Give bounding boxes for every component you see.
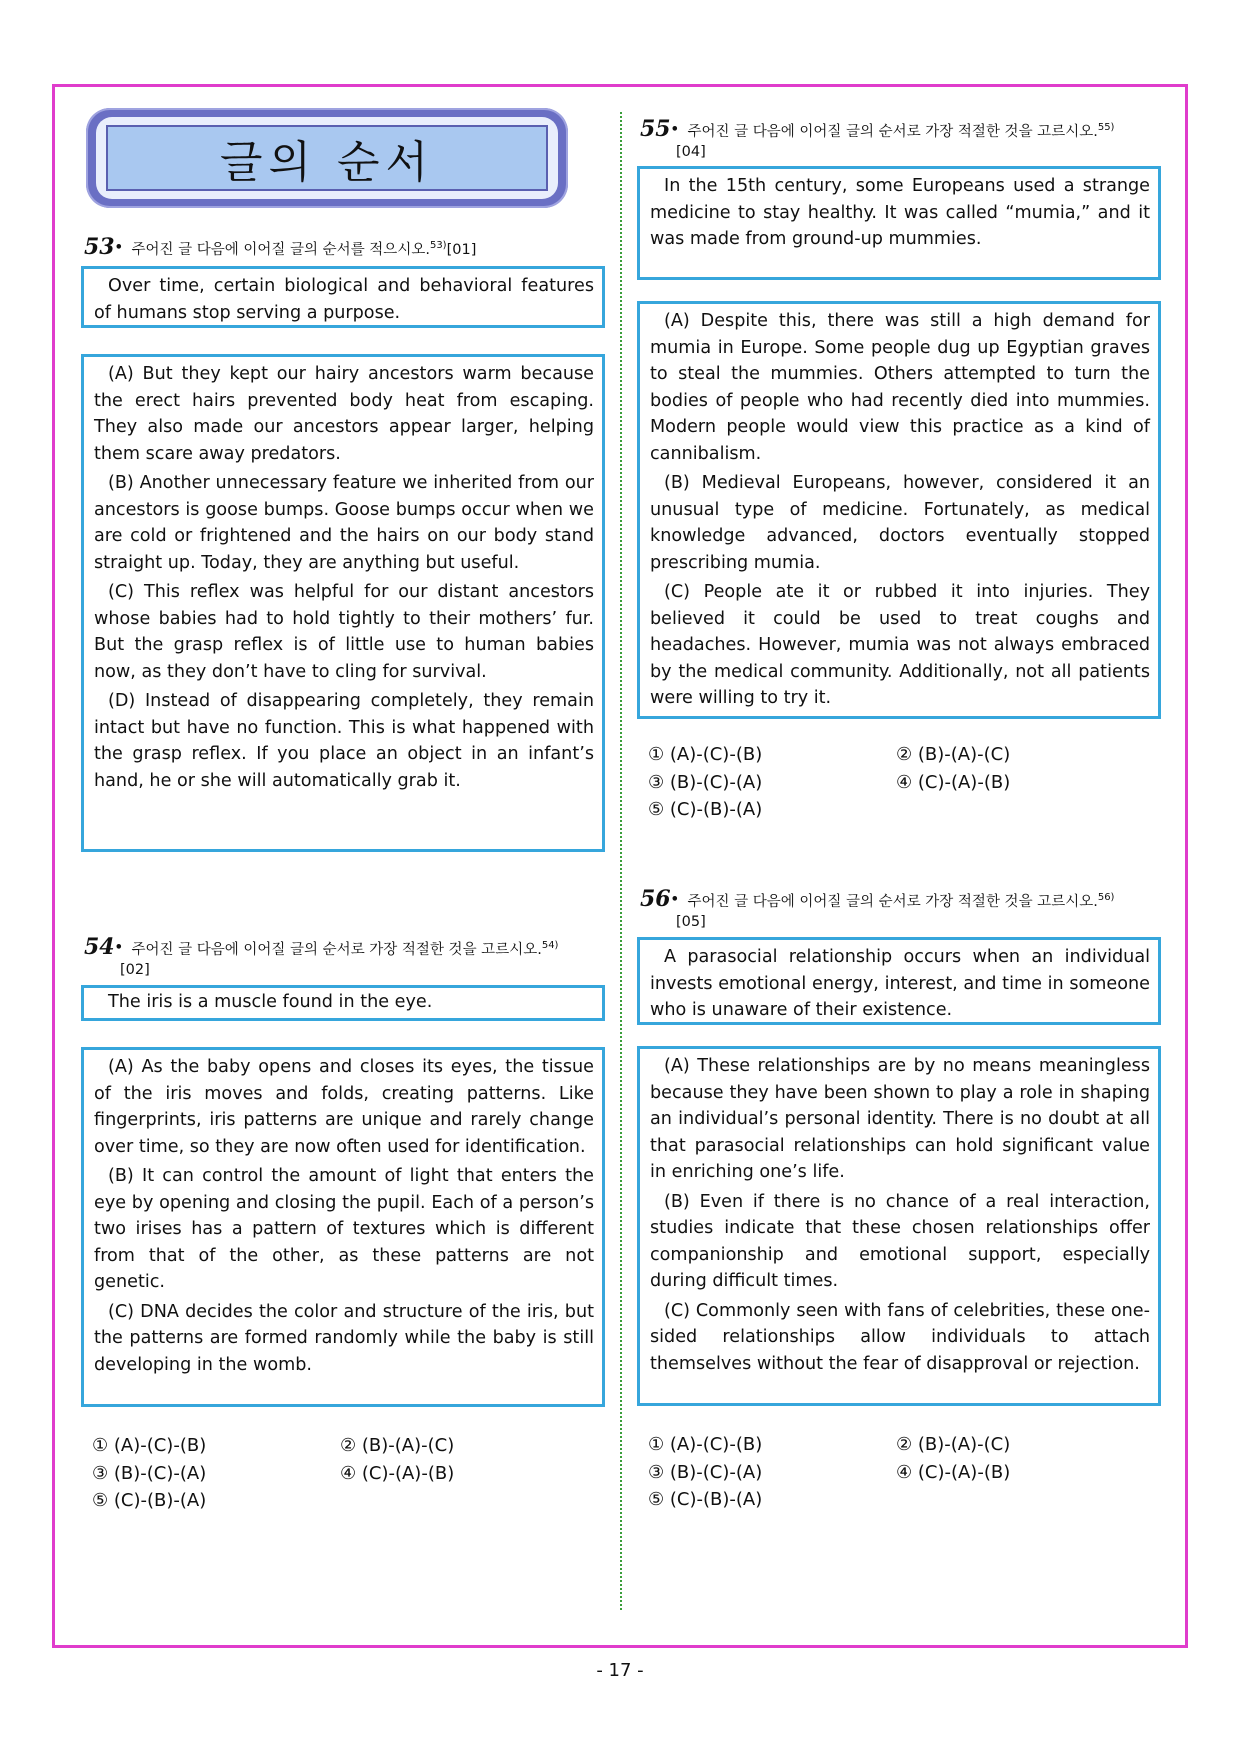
paragraph-b: (B) Medieval Europeans, however, considered it an unusual type of medicine. Fortunately, as medical knowledge advanced, doctors eventually stopped prescribing mumia. — [650, 473, 1150, 573]
question-instruction: 주어진 글 다음에 이어질 글의 순서로 가장 적절한 것을 고르시오. — [687, 893, 1098, 910]
paragraph-a: (A) But they kept our hairy ancestors warm because the erect hairs prevented body heat from escaping. They also made our ancestors appear larger, helping them scare away predators. — [94, 364, 594, 464]
choice-2[interactable]: ② (B)-(A)-(C) — [896, 1434, 1011, 1455]
footnote-ref: 53) — [429, 240, 447, 251]
paragraph-b: (B) Another unnecessary feature we inherited from our ancestors is goose bumps. Goose bumps occur when we are cold or frightened and the hairs on our body stand straight up. Today, they are anything but useful. — [94, 473, 594, 573]
choice-5[interactable]: ⑤ (C)-(B)-(A) — [92, 1490, 207, 1511]
paragraph-a: (A) Despite this, there was still a high demand for mumia in Europe. Some people dug up Egyptian graves to steal the mummies. Others attempted to turn the bodies of people who had recently died into mummies. Modern people would view this practice as a kind of cannibalism. — [650, 311, 1150, 464]
question-55-header — [640, 115, 1160, 162]
choice-4[interactable]: ④ (C)-(A)-(B) — [896, 1461, 1011, 1483]
footnote-ref: 54) — [541, 940, 559, 951]
paragraph-d: (D) Instead of disappearing completely, they remain intact but have no function. This is what happened with the grasp reflex. If you place an object in an infant’s hand, he or she will automatically grab it. — [94, 691, 594, 791]
question-54-paragraphs — [81, 1047, 605, 1407]
column-divider — [620, 112, 622, 1610]
given-text: Over time, certain biological and behavioral features of humans stop serving a purpose. — [94, 276, 594, 323]
given-text: A parasocial relationship occurs when an individual invests emotional energy, interest, and time in someone who is unaware of their existence. — [650, 947, 1150, 1020]
question-54-choices — [92, 1432, 588, 1515]
question-56-paragraphs — [637, 1046, 1161, 1406]
choice-5[interactable]: ⑤ (C)-(B)-(A) — [648, 1489, 763, 1510]
choice-3[interactable]: ③ (B)-(C)-(A) — [92, 1462, 207, 1484]
choice-1[interactable]: ① (A)-(C)-(B) — [92, 1435, 207, 1456]
paragraph-a: (A) These relationships are by no means meaningless because they have been shown to play a role in shaping an individual’s personal identity. There is no doubt at all that parasocial relationships can hold significant value in enriching one’s life. — [650, 1056, 1150, 1182]
choice-3[interactable]: ③ (B)-(C)-(A) — [648, 1461, 763, 1483]
paragraph-b: (B) Even if there is no chance of a real interaction, studies indicate that these chosen relationships offer companionship and emotional support, especially during difficult times. — [650, 1191, 1150, 1291]
choice-1[interactable]: ① (A)-(C)-(B) — [648, 1434, 763, 1455]
question-55-choices — [648, 741, 1144, 824]
given-text: The iris is a muscle found in the eye. — [108, 992, 433, 1012]
question-54-header — [84, 933, 604, 980]
section-title: 글의 순서 — [106, 125, 548, 191]
question-56-header — [640, 885, 1160, 932]
question-code: [02] — [120, 961, 150, 978]
question-55-paragraphs — [637, 301, 1161, 719]
page-number: - 17 - — [596, 1660, 644, 1681]
choice-1[interactable]: ① (A)-(C)-(B) — [648, 744, 763, 765]
question-code: [04] — [676, 143, 706, 160]
question-53-given-text — [81, 266, 605, 328]
question-instruction: 주어진 글 다음에 이어질 글의 순서를 적으시오. — [131, 241, 430, 258]
question-instruction: 주어진 글 다음에 이어질 글의 순서로 가장 적절한 것을 고르시오. — [687, 123, 1098, 140]
choice-4[interactable]: ④ (C)-(A)-(B) — [340, 1462, 455, 1484]
question-number: 53• — [84, 233, 123, 260]
question-instruction: 주어진 글 다음에 이어질 글의 순서로 가장 적절한 것을 고르시오. — [131, 941, 542, 958]
section-title-banner — [86, 108, 568, 208]
paragraph-c: (C) People ate it or rubbed it into injuries. They believed it could be used to treat coughs and headaches. However, mumia was not always embraced by the medical community. Additionally, not all patients were willing to try it. — [650, 582, 1150, 708]
question-53-header — [84, 233, 604, 260]
choice-2[interactable]: ② (B)-(A)-(C) — [340, 1435, 455, 1456]
question-number: 56• — [640, 885, 679, 912]
question-number: 54• — [84, 933, 123, 960]
question-55-given-text — [637, 166, 1161, 280]
paragraph-a: (A) As the baby opens and closes its eyes, the tissue of the iris moves and folds, creating patterns. Like fingerprints, iris patterns are unique and rarely change over time, so they are now often used for identification. — [94, 1057, 594, 1157]
question-53-paragraphs — [81, 354, 605, 852]
choice-2[interactable]: ② (B)-(A)-(C) — [896, 744, 1011, 765]
question-number: 55• — [640, 115, 679, 142]
choice-3[interactable]: ③ (B)-(C)-(A) — [648, 771, 763, 793]
question-code: [01] — [446, 241, 477, 258]
footnote-ref: 55) — [1097, 122, 1115, 133]
question-56-choices — [648, 1431, 1144, 1514]
question-56-given-text — [637, 937, 1161, 1025]
given-text: In the 15th century, some Europeans used a strange medicine to stay healthy. It was called “mumia,” and it was made from ground-up mummies. — [650, 176, 1150, 249]
paragraph-c: (C) This reflex was helpful for our distant ancestors whose babies had to hold tightly to their mothers’ fur. But the grasp reflex is of little use to human babies now, as they don’t have to cling for survival. — [94, 582, 594, 682]
question-code: [05] — [676, 913, 706, 930]
footnote-ref: 56) — [1097, 892, 1115, 903]
choice-4[interactable]: ④ (C)-(A)-(B) — [896, 771, 1011, 793]
question-54-given-text — [81, 985, 605, 1021]
choice-5[interactable]: ⑤ (C)-(B)-(A) — [648, 799, 763, 820]
paragraph-b: (B) It can control the amount of light that enters the eye by opening and closing the pupil. Each of a person’s two irises has a pattern of textures which is different from that of the other, as these patterns are not genetic. — [94, 1166, 594, 1292]
paragraph-c: (C) Commonly seen with fans of celebrities, these one-sided relationships allow individuals to attach themselves without the fear of disapproval or rejection. — [650, 1300, 1150, 1374]
paragraph-c: (C) DNA decides the color and structure of the iris, but the patterns are formed randomly while the baby is still developing in the womb. — [94, 1301, 594, 1375]
